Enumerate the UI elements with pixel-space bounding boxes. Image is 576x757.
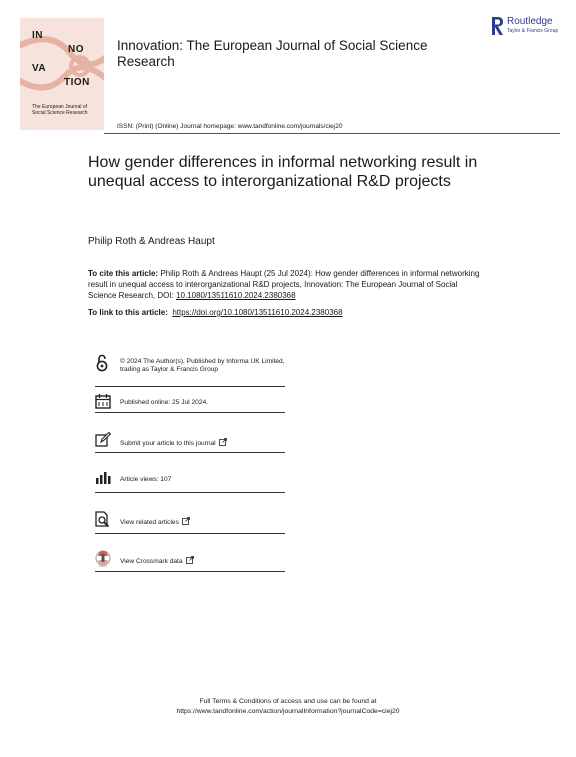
related-row[interactable]	[95, 509, 285, 534]
article-doi-link[interactable]: https://doi.org/10.1080/13511610.2024.2380368	[172, 308, 343, 317]
article-views: Article views: 107	[120, 476, 172, 483]
publisher-name: Routledge	[507, 16, 553, 27]
calendar-icon	[95, 393, 111, 409]
cover-letters-4: TION	[64, 77, 90, 88]
edit-pencil-icon	[95, 432, 111, 448]
license-text: © 2024 The Author(s). Published by Informa UK Limited, trading as Taylor & Francis Group	[120, 358, 285, 373]
article-authors: Philip Roth & Andreas Haupt	[88, 236, 215, 247]
footer-terms-link[interactable]: https://www.tandfonline.com/action/journalInformation?journalCode=ciej20	[176, 708, 400, 715]
external-link-icon	[182, 517, 190, 525]
published-row	[95, 392, 285, 413]
bar-chart-icon	[95, 471, 111, 485]
related-articles-link[interactable]	[120, 517, 190, 527]
journal-homepage-link[interactable]: www.tandfonline.com/journals/ciej20	[237, 123, 343, 130]
cover-letters-3: VA	[32, 63, 47, 74]
submit-article-label: Submit your article to this journal	[120, 440, 216, 447]
header-divider	[104, 133, 560, 134]
citation-text: Philip Roth & Andreas Haupt (25 Jul 2024): How gender differences in informal networking result in unequal access to interorganizational R&D projects, Innovation: The European Journal of Social Science Research, DOI:	[88, 269, 480, 300]
cover-subtitle: The European Journal of Social Science Research	[32, 104, 88, 116]
crossmark-link[interactable]	[120, 556, 194, 566]
crossmark-icon	[95, 550, 111, 568]
citation-label: To cite this article:	[88, 269, 159, 278]
link-label: To link to this article:	[88, 308, 168, 317]
publisher-tagline: Taylor & Francis Group	[507, 28, 559, 34]
external-link-icon	[186, 556, 194, 564]
journal-title: Innovation: The European Journal of Social Science Research	[117, 38, 428, 69]
crossmark-row[interactable]	[95, 549, 285, 572]
footer	[0, 697, 576, 717]
article-link-line	[88, 308, 343, 317]
views-row	[95, 469, 285, 493]
related-articles-label: View related articles	[120, 519, 179, 526]
issn-text: ISSN: (Print) (Online) Journal homepage:	[117, 123, 238, 130]
routledge-logo-icon	[490, 16, 504, 36]
cover-letters-1: IN	[32, 30, 43, 41]
license-row	[95, 352, 285, 387]
citation-doi-link[interactable]: 10.1080/13511610.2024.2380368	[176, 291, 296, 300]
publisher-logo[interactable]	[490, 16, 560, 38]
footer-terms-text: Full Terms & Conditions of access and use can be found at	[199, 698, 377, 705]
submit-article-link[interactable]	[120, 438, 227, 448]
issn-homepage-line	[117, 123, 342, 130]
cover-letters-2: NO	[68, 44, 84, 55]
journal-cover-thumbnail	[20, 18, 104, 130]
crossmark-label: View Crossmark data	[120, 558, 183, 565]
document-search-icon	[95, 511, 111, 527]
published-date: Published online: 25 Jul 2024.	[120, 399, 208, 406]
open-access-lock-icon	[96, 354, 108, 372]
external-link-icon	[219, 438, 227, 446]
article-title: How gender differences in informal networking result in unequal access to interorganizational R&D projects	[88, 154, 478, 190]
submit-row[interactable]	[95, 430, 285, 453]
citation-block	[88, 268, 488, 301]
